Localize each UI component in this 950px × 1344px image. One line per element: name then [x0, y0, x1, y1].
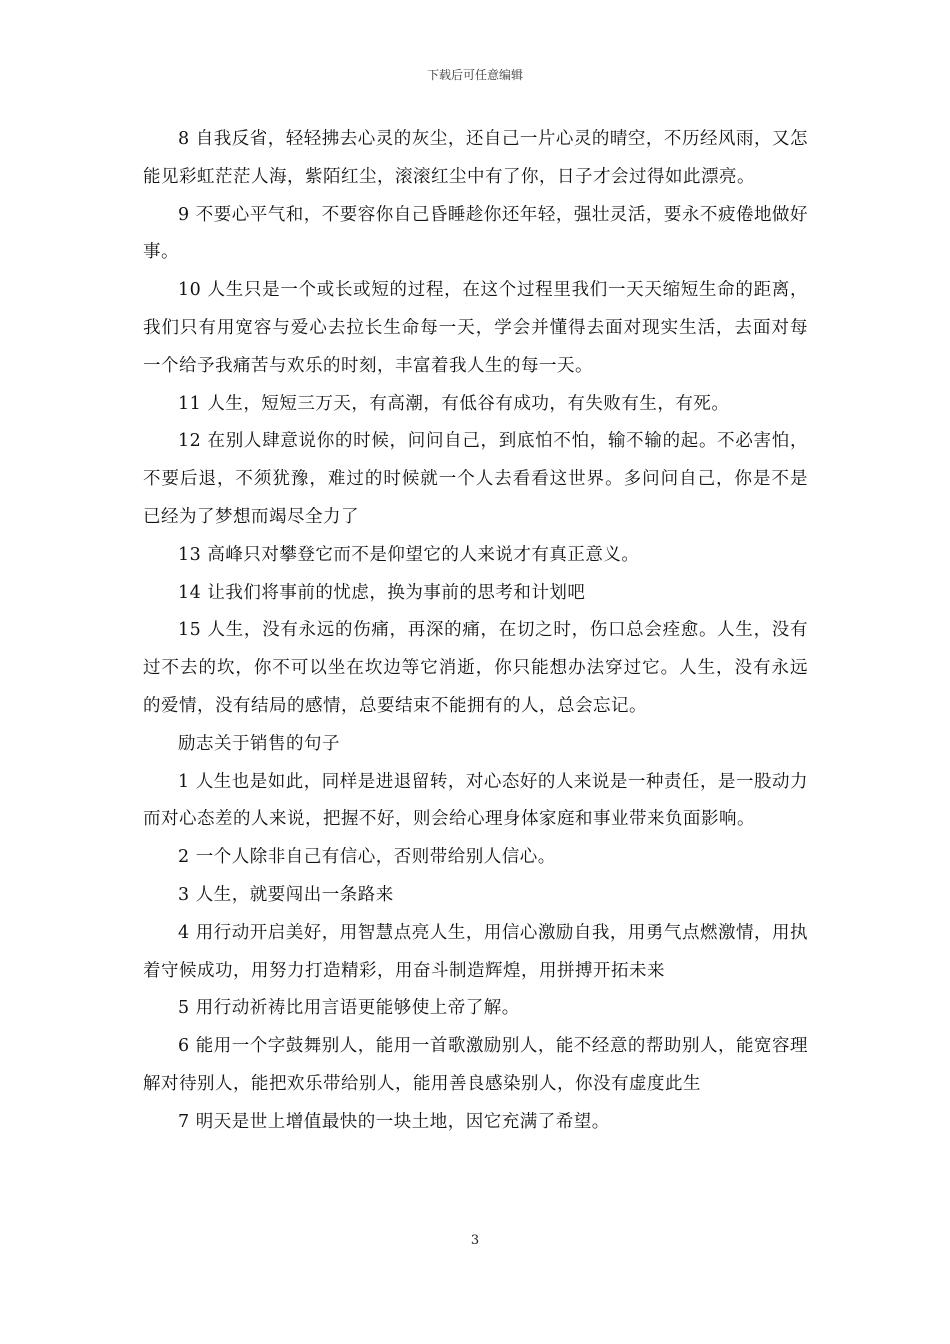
- paragraph: 10 人生只是一个或长或短的过程，在这个过程里我们一天天缩短生命的距离，我们只有用宽容与爱心去拉长生命每一天，学会并懂得去面对现实生活，去面对每一个给予我痛苦与欢乐的时刻，丰富着我人生的每一天。: [143, 280, 808, 376]
- paragraph: 7 明天是世上增值最快的一块土地，因它充满了希望。: [178, 1111, 610, 1132]
- paragraph: 15 人生，没有永远的伤痛，再深的痛，在切之时，伤口总会痊愈。人生，没有过不去的坎，你不可以坐在坎边等它消逝，你只能想办法穿过它。人生，没有永远的爱情，没有结局的感情，总要结束不能拥有的人，总会忘记。: [143, 620, 808, 716]
- document-body: [143, 121, 808, 1142]
- paragraph: 5 用行动祈祷比用言语更能够使上帝了解。: [178, 998, 520, 1019]
- paragraph: 12 在别人肆意说你的时候，问问自己，到底怕不怕，输不输的起。不必害怕，不要后退，不须犹豫，难过的时候就一个人去看看这世界。多问问自己，你是不是已经为了梦想而竭尽全力了: [143, 431, 808, 527]
- paragraph: 11 人生，短短三万天，有高潮，有低谷有成功，有失败有生，有死。: [178, 393, 730, 414]
- page-number: 3: [470, 1233, 480, 1248]
- page-header: 下载后可任意编辑: [426, 68, 523, 82]
- paragraph: 8 自我反省，轻轻拂去心灵的灰尘，还自己一片心灵的晴空，不历经风雨，又怎能见彩虹茫茫人海，紫陌红尘，滚滚红尘中有了你，日子才会过得如此漂亮。: [143, 129, 808, 187]
- paragraph: 3 人生，就要闯出一条路来: [178, 884, 394, 905]
- section-heading: 励志关于销售的句子: [178, 733, 340, 754]
- paragraph: 6 能用一个字鼓舞别人，能用一首歌激励别人，能不经意的帮助别人，能宽容理解对待别人，能把欢乐带给别人，能用善良感染别人，你没有虚度此生: [143, 1036, 808, 1094]
- paragraph: 13 高峰只对攀登它而不是仰望它的人来说才有真正意义。: [178, 544, 640, 565]
- paragraph: 14 让我们将事前的忧虑，换为事前的思考和计划吧: [178, 582, 586, 603]
- paragraph: 1 人生也是如此，同样是进退留转，对心态好的人来说是一种责任，是一股动力而对心态差的人来说，把握不好，则会给心理身体家庭和事业带来负面影响。: [143, 771, 808, 830]
- paragraph: 9 不要心平气和，不要容你自己昏睡趁你还年轻，强壮灵活，要永不疲倦地做好事。: [143, 204, 808, 263]
- paragraph: 4 用行动开启美好，用智慧点亮人生，用信心激励自我，用勇气点燃激情，用执着守候成功，用努力打造精彩，用奋斗制造辉煌，用拼搏开拓未来: [143, 922, 808, 981]
- paragraph: 2 一个人除非自己有信心，否则带给别人信心。: [178, 847, 556, 868]
